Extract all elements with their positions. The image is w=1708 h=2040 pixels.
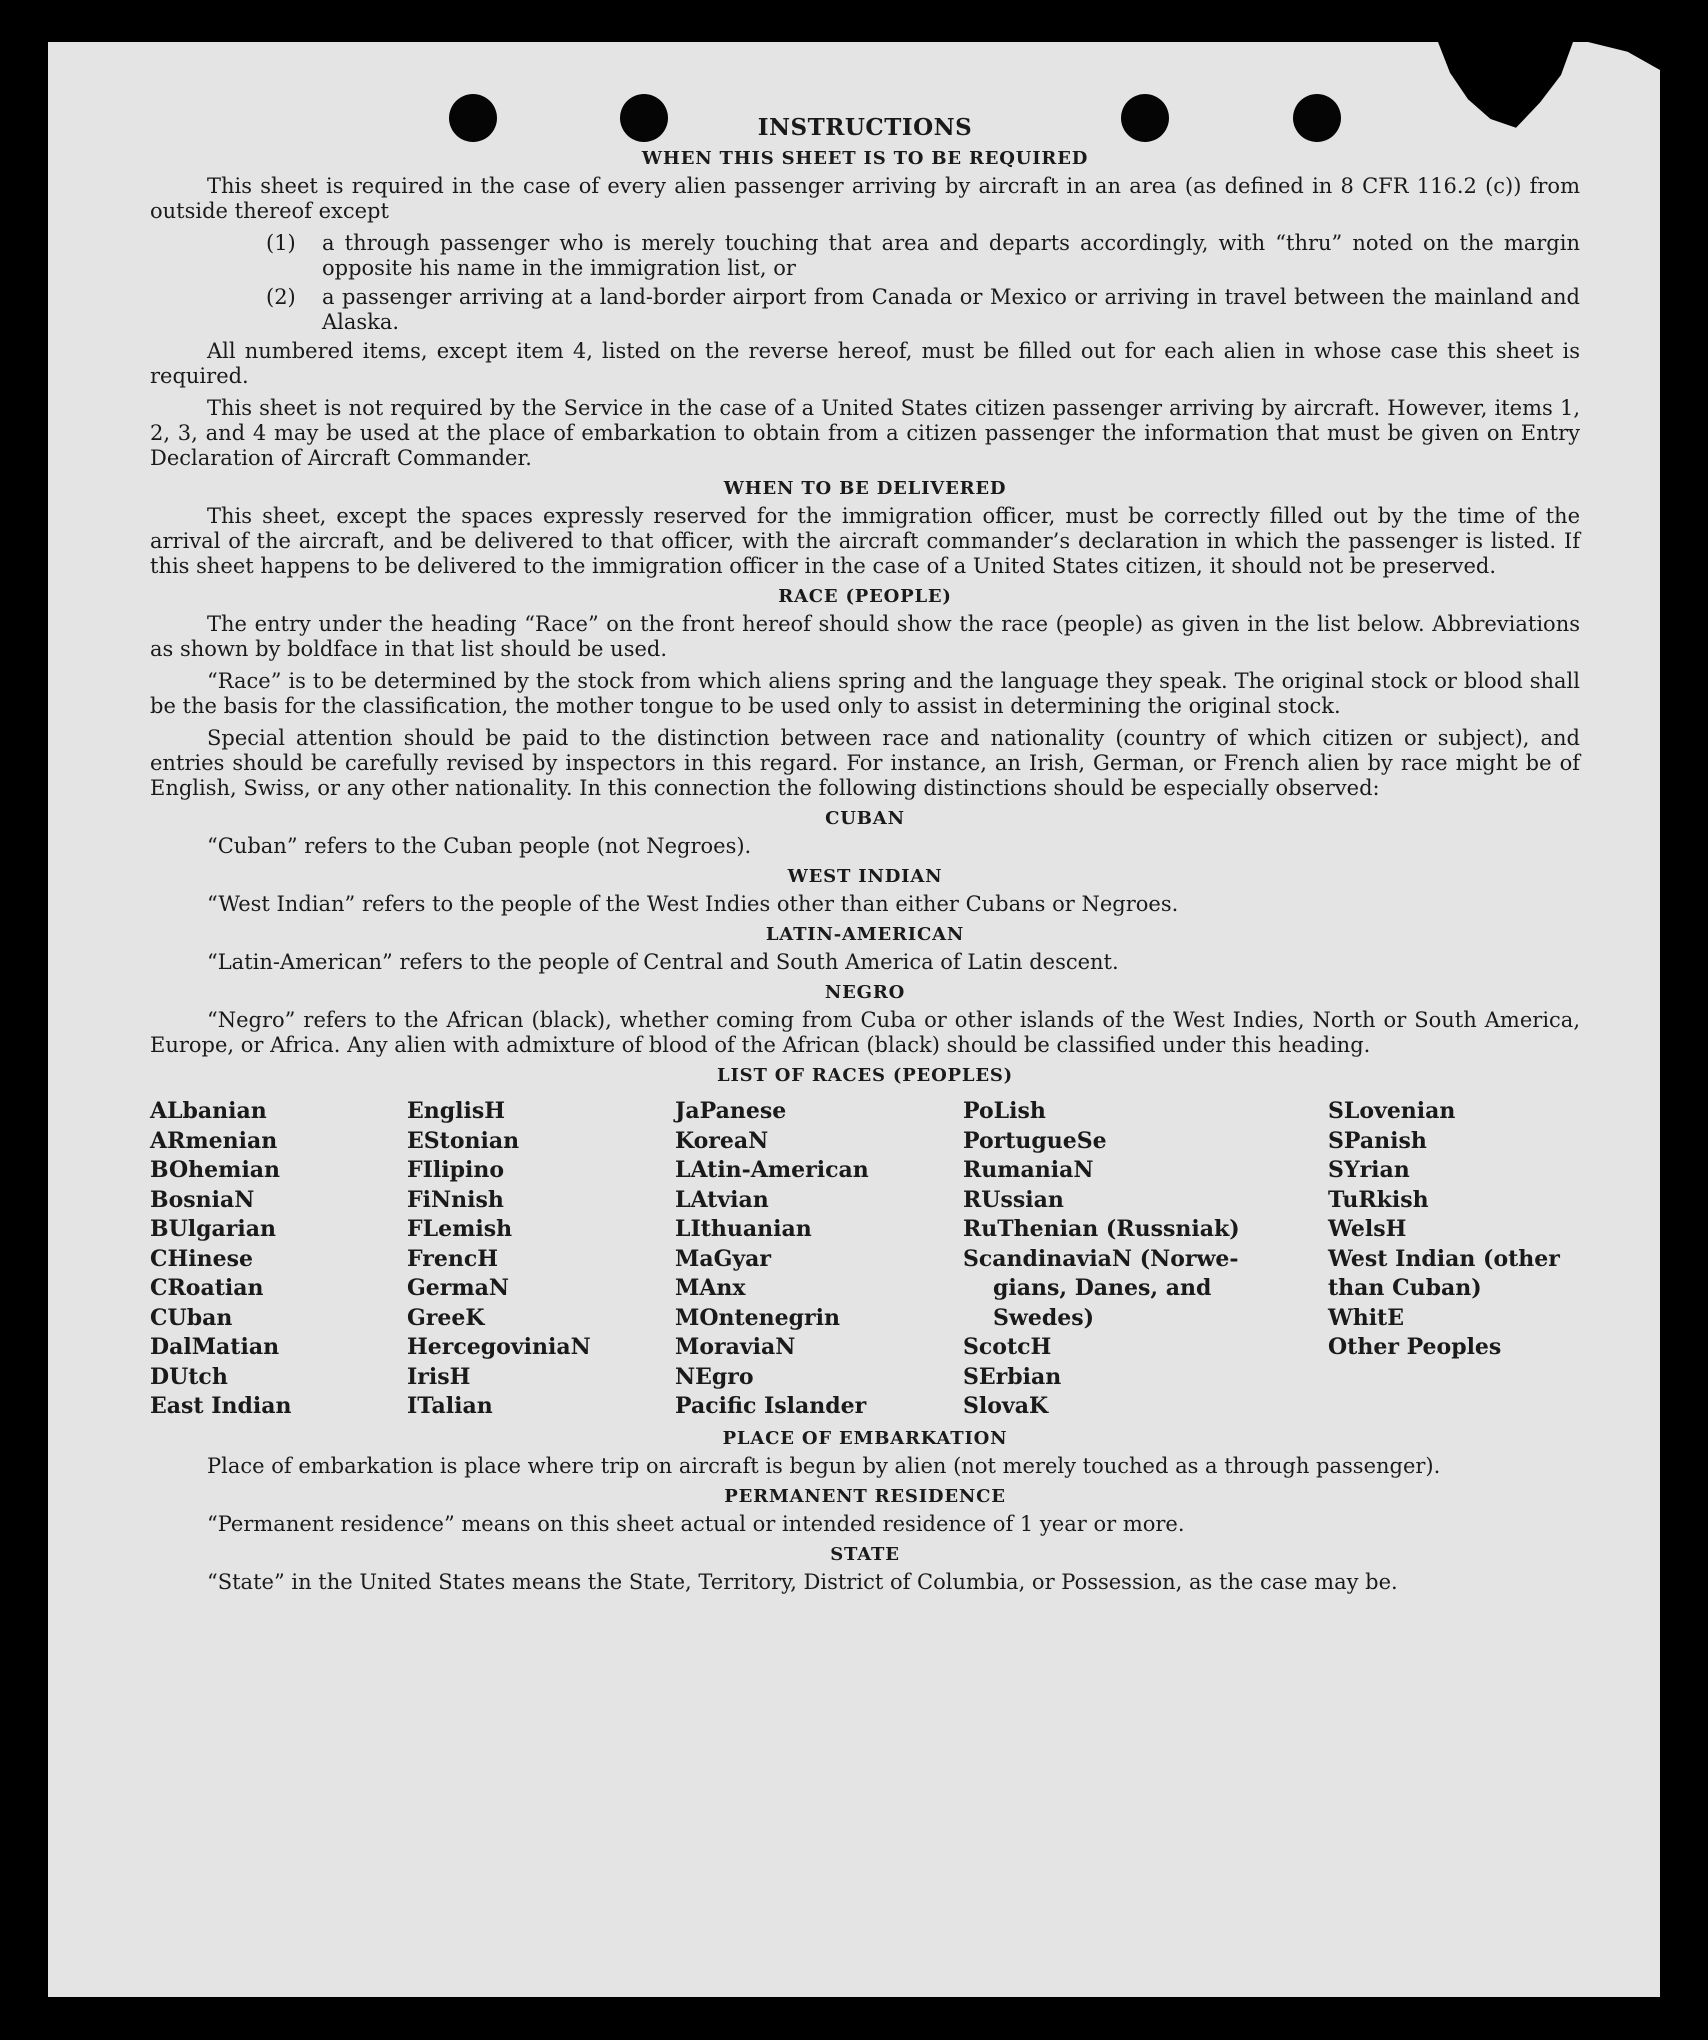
race-entry: EnglisH	[407, 1098, 506, 1124]
section-heading: NEGRO	[824, 982, 906, 1003]
item-number: (2)	[266, 285, 296, 309]
paragraph: The entry under the heading “Race” on the front hereof should show the race (people) as given in the list below. Abbreviations as shown by boldface in that list should be used.	[150, 612, 1580, 661]
race-entry: RUssian	[963, 1186, 1064, 1213]
race-entry: SlovaK	[963, 1393, 1049, 1419]
paragraph: “West Indian” refers to the people of the West Indies other than either Cubans or Negroes.	[207, 892, 1179, 916]
race-entry: than Cuban)	[1328, 1275, 1482, 1301]
section-heading: WHEN TO BE DELIVERED	[723, 478, 1007, 499]
race-entry: RumaniaN	[963, 1157, 1094, 1183]
item-text: a through passenger who is merely touching that area and departs accordingly, with “thru” noted on the margin opposite his name in the immigration list, or	[322, 231, 1580, 280]
list-item	[150, 231, 1580, 281]
section-heading: PLACE OF EMBARKATION	[722, 1427, 1008, 1449]
race-entry: MAnx	[675, 1275, 746, 1301]
race-entry: GermaN	[407, 1275, 510, 1301]
race-entry: GreeK	[407, 1304, 485, 1331]
section-heading: LATIN-AMERICAN	[765, 924, 965, 945]
section-heading: LIST OF RACES (PEOPLES)	[717, 1065, 1013, 1086]
race-entry: FiNnish	[407, 1186, 504, 1213]
race-entry: East Indian	[150, 1393, 292, 1419]
race-entry: LAtin-American	[675, 1157, 869, 1183]
race-entry: ITalian	[407, 1393, 493, 1419]
race-column	[407, 1097, 675, 1422]
race-entry: BOhemian	[150, 1157, 281, 1183]
section-heading: STATE	[830, 1543, 900, 1565]
race-entry: LAtvian	[675, 1186, 769, 1213]
race-entry: NEgro	[675, 1363, 754, 1390]
race-entry: West Indian (other	[1328, 1245, 1560, 1272]
race-entry: WelsH	[1328, 1216, 1407, 1242]
race-entry: IrisH	[407, 1363, 471, 1390]
item-number: (1)	[266, 231, 296, 255]
document-sheet	[48, 42, 1660, 1997]
instructions-body	[150, 114, 1580, 1602]
paragraph: Special attention should be paid to the distinction between race and nationality (country of which citizen or subject), and entries should be carefully revised by inspectors in this regard. For instance, an Irish, German, or French alien by race might be of English, Swiss, or any other nationality. In this connection the following distinctions should be especially observed:	[150, 726, 1580, 800]
race-entry: TuRkish	[1328, 1186, 1429, 1213]
race-list	[150, 1097, 1580, 1422]
race-entry: Pacific Islander	[675, 1393, 867, 1419]
race-entry: FIlipino	[407, 1157, 505, 1183]
race-column	[675, 1097, 963, 1422]
paragraph: “Latin-American” refers to the people of Central and South America of Latin descent.	[207, 950, 1119, 974]
race-entry: DUtch	[150, 1363, 228, 1390]
race-entry: WhitE	[1328, 1304, 1404, 1331]
section-heading: CUBAN	[825, 808, 905, 829]
race-entry: gians, Danes, and	[993, 1275, 1212, 1301]
section-heading: PERMANENT RESIDENCE	[724, 1485, 1006, 1507]
race-entry: FrencH	[407, 1245, 498, 1272]
race-entry: CRoatian	[150, 1275, 264, 1301]
race-entry: SLovenian	[1328, 1098, 1456, 1124]
race-entry: RuThenian (Russniak)	[963, 1216, 1240, 1242]
paragraph: This sheet is not required by the Service in the case of a United States citizen passenger arriving by aircraft. However, items 1, 2, 3, and 4 may be used at the place of embarkation to obtain from a citizen passenger the information that must be given on Entry Declaration of Aircraft Commander.	[150, 396, 1580, 470]
torn-edge	[1588, 42, 1660, 70]
race-entry: HercegoviniaN	[407, 1334, 591, 1360]
race-entry: CUban	[150, 1304, 233, 1331]
paragraph: “Permanent residence” means on this sheet actual or intended residence of 1 year or more.	[207, 1511, 1185, 1536]
race-column	[963, 1097, 1328, 1422]
race-entry: SYrian	[1328, 1157, 1410, 1183]
paragraph: “Cuban” refers to the Cuban people (not Negroes).	[207, 834, 752, 858]
paragraph: “Race” is to be determined by the stock from which aliens spring and the language they speak. The original stock or blood shall be the basis for the classification, the mother tongue to be used only to assist in determining the original stock.	[150, 669, 1580, 718]
item-text: a passenger arriving at a land-border airport from Canada or Mexico or arriving in travel between the mainland and Alaska.	[322, 285, 1580, 334]
race-entry: FLemish	[407, 1216, 513, 1242]
paragraph: This sheet is required in the case of every alien passenger arriving by aircraft in an area (as defined in 8 CFR 116.2 (c)) from outside thereof except	[150, 174, 1580, 223]
race-entry: MaGyar	[675, 1245, 772, 1272]
paragraph: This sheet, except the spaces expressly reserved for the immigration officer, must be correctly filled out by the time of the arrival of the aircraft, and be delivered to that officer, with the aircraft commander’s declaration in which the passenger is listed. If this sheet happens to be delivered to the immigration officer in the case of a United States citizen, it should not be preserved.	[150, 504, 1580, 578]
race-entry: SPanish	[1328, 1127, 1427, 1154]
race-entry: SErbian	[963, 1363, 1062, 1390]
race-entry: ScotcH	[963, 1334, 1052, 1360]
race-entry: ALbanian	[150, 1098, 267, 1124]
race-entry: Swedes)	[993, 1304, 1094, 1331]
race-column	[150, 1097, 407, 1422]
race-entry: ScandinaviaN (Norwe-	[963, 1245, 1239, 1272]
race-entry: EStonian	[407, 1127, 520, 1154]
paragraph: Place of embarkation is place where trip on aircraft is begun by alien (not merely touched as a through passenger).	[207, 1453, 1441, 1478]
page-title: INSTRUCTIONS	[757, 114, 973, 141]
paragraph: “Negro” refers to the African (black), whether coming from Cuba or other islands of the West Indies, North or South America, Europe, or Africa. Any alien with admixture of blood of the African (black) should be classified under this heading.	[150, 1008, 1580, 1057]
race-entry: JaPanese	[675, 1098, 787, 1124]
race-entry: DalMatian	[150, 1334, 280, 1360]
race-entry: LIthuanian	[675, 1216, 812, 1242]
race-entry: PoLish	[963, 1098, 1046, 1124]
race-entry: KoreaN	[675, 1127, 769, 1154]
race-entry: CHinese	[150, 1245, 254, 1272]
list-item	[150, 285, 1580, 335]
paragraph: All numbered items, except item 4, listed on the reverse hereof, must be filled out for each alien in whose case this sheet is required.	[150, 339, 1580, 388]
section-heading: WHEN THIS SHEET IS TO BE REQUIRED	[641, 148, 1089, 169]
race-entry: Other Peoples	[1328, 1334, 1502, 1360]
race-entry: BosniaN	[150, 1186, 255, 1213]
race-entry: MoraviaN	[675, 1334, 796, 1360]
paragraph: “State” in the United States means the State, Territory, District of Columbia, or Possession, as the case may be.	[207, 1569, 1398, 1594]
section-heading: WEST INDIAN	[787, 866, 943, 887]
race-entry: PortugueSe	[963, 1127, 1107, 1154]
race-column	[1328, 1097, 1580, 1422]
section-heading: RACE (PEOPLE)	[778, 586, 952, 607]
race-entry: BUlgarian	[150, 1216, 276, 1242]
race-entry: MOntenegrin	[675, 1304, 840, 1331]
race-entry: ARmenian	[150, 1127, 278, 1154]
